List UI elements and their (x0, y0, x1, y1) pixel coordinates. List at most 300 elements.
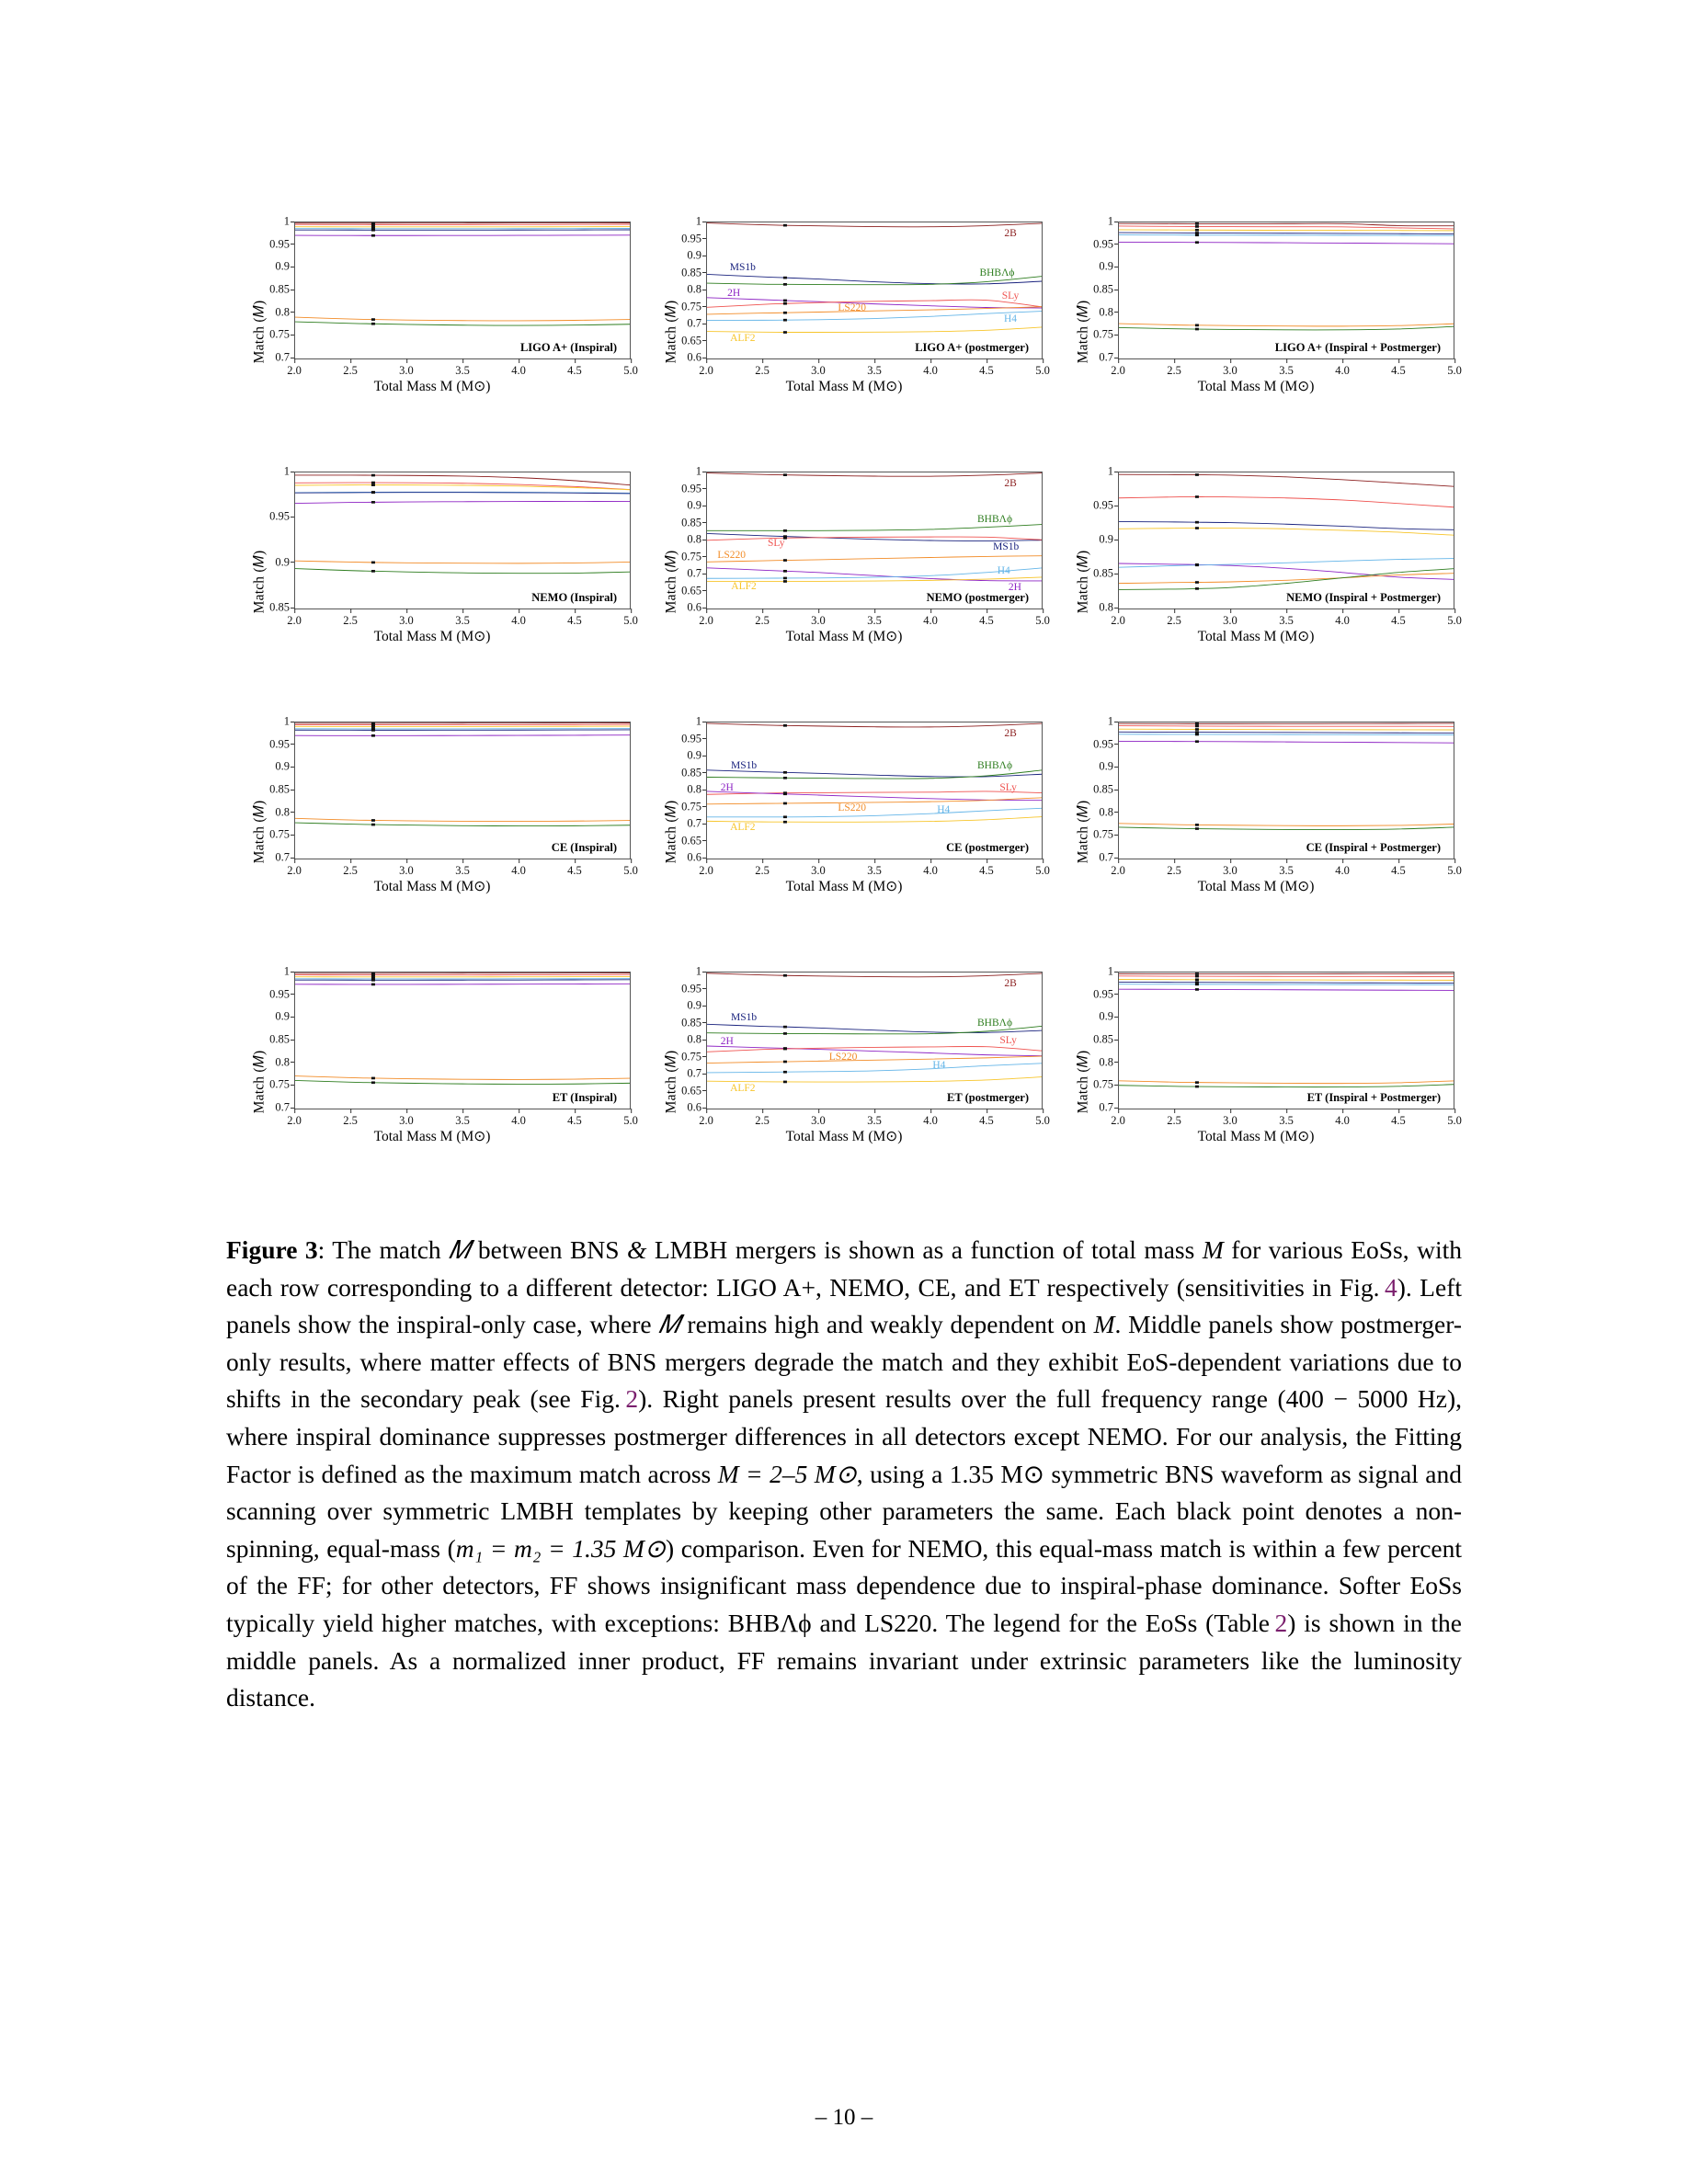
caption-ref-figure-2[interactable]: 2 (625, 1384, 639, 1414)
x-tick-label: 3.5 (455, 864, 470, 878)
curve-SLy (295, 483, 630, 490)
x-axis-label: Total Mass M (M⊙) (1197, 1129, 1315, 1144)
figure-row-1 (226, 207, 1462, 457)
x-tick-label: 3.5 (455, 364, 470, 378)
caption-symbol-match-2: 𝑀 (658, 1310, 680, 1339)
eos-tag-2H: 2H (720, 782, 734, 794)
y-tick-label: 0.95 (269, 237, 290, 251)
x-axis-ticks (287, 609, 638, 627)
x-tick-label: 2.5 (343, 614, 358, 628)
x-tick-label: 3.0 (1223, 864, 1237, 878)
eos-tag-SLy: SLy (999, 782, 1017, 794)
y-axis-label: Match (𝑀) (251, 550, 268, 614)
curves (707, 222, 1042, 358)
x-tick-label: 4.5 (1391, 864, 1406, 878)
x-tick-label: 3.0 (811, 864, 826, 878)
eos-tag-MS1b: MS1b (730, 1011, 758, 1023)
x-tick-label: 2.5 (1167, 864, 1181, 878)
y-tick-label: 0.6 (687, 851, 701, 865)
x-tick-label: 4.0 (923, 864, 938, 878)
x-tick-label: 3.5 (1279, 364, 1294, 378)
x-axis-ticks (699, 359, 1050, 377)
x-axis-label: Total Mass M (M⊙) (1197, 629, 1315, 644)
curve-2H (295, 735, 630, 736)
y-tick-label: 0.65 (681, 834, 701, 847)
plot-et-postmerger (638, 957, 1050, 1207)
x-axis-ticks (699, 609, 1050, 627)
caption-p9: , using a 1.35 M⊙ symmetric BNS waveform as signal and scanning over symmetric LMBH templates by keeping other parameters the same. Each black point denotes a non-spinning, equal-mass ( (226, 1459, 1462, 1563)
eos-tag-H4: H4 (932, 1059, 946, 1071)
eos-tag-LS220: LS220 (717, 549, 747, 561)
y-tick-label: 0.8 (687, 1033, 701, 1047)
equal-mass-marker (1195, 725, 1199, 728)
plot-ce-postmerger (638, 707, 1050, 957)
x-tick-label: 3.0 (1223, 1114, 1237, 1128)
x-tick-label: 5.0 (623, 1114, 638, 1128)
plot-et-combined (1050, 957, 1462, 1207)
y-tick-label: 0.95 (1093, 987, 1113, 1001)
equal-mass-marker (371, 234, 375, 237)
equal-mass-marker (1195, 1081, 1199, 1084)
x-tick-label: 5.0 (1035, 614, 1050, 628)
eos-tag-ALF2: ALF2 (731, 580, 757, 592)
eos-tag-2H: 2H (727, 287, 741, 299)
caption-p3: LMBH mergers is shown as a function of total mass (646, 1235, 1203, 1264)
x-tick-label: 5.0 (1035, 364, 1050, 378)
x-tick-label: 2.0 (287, 864, 302, 878)
eos-tag-BHBALphi: BHBΛϕ (979, 267, 1015, 279)
curve-BHBALphi (295, 823, 630, 826)
x-tick-label: 4.0 (1335, 614, 1350, 628)
equal-mass-marker (1195, 233, 1199, 236)
caption-symbol-mass-2: M (1093, 1310, 1115, 1339)
eos-tag-SLy: SLy (999, 1035, 1017, 1047)
curve-LS220 (295, 818, 630, 821)
panel-title: NEMO (postmerger) (926, 591, 1029, 604)
y-tick-label: 0.75 (269, 828, 290, 842)
y-tick-label: 1 (284, 215, 290, 229)
y-tick-label: 1 (1108, 465, 1113, 479)
y-axis-label: Match (𝑀) (251, 800, 268, 864)
equal-mass-marker (1195, 722, 1199, 725)
x-tick-label: 5.0 (623, 364, 638, 378)
equal-mass-marker (783, 580, 787, 583)
plot-area (706, 722, 1043, 859)
x-tick-label: 4.0 (1335, 364, 1350, 378)
panel-nemo-postmerger (638, 457, 1050, 707)
y-axis-label: Match (𝑀) (663, 1050, 679, 1114)
y-tick-label: 0.7 (687, 567, 701, 581)
y-tick-label: 0.8 (687, 283, 701, 297)
y-tick-label: 0.8 (1099, 601, 1113, 615)
x-tick-label: 3.5 (867, 364, 882, 378)
x-tick-label: 3.0 (399, 614, 414, 628)
x-tick-label: 3.0 (811, 364, 826, 378)
y-tick-label: 0.85 (1093, 1033, 1113, 1047)
y-axis-ticks (248, 464, 292, 614)
eos-tag-BHBALphi: BHBΛϕ (977, 514, 1013, 526)
y-tick-label: 0.85 (269, 1033, 290, 1047)
equal-mass-marker (1195, 521, 1199, 524)
x-tick-label: 4.0 (511, 864, 526, 878)
y-tick-label: 0.75 (269, 1078, 290, 1092)
y-tick-label: 0.75 (269, 328, 290, 342)
x-tick-label: 3.5 (1279, 614, 1294, 628)
x-tick-label: 3.5 (455, 1114, 470, 1128)
x-tick-label: 4.0 (1335, 1114, 1350, 1128)
y-tick-label: 0.95 (1093, 237, 1113, 251)
curve-2B (707, 473, 1042, 477)
y-tick-label: 0.7 (275, 1101, 290, 1115)
eos-tag-2H: 2H (720, 1036, 734, 1048)
curves (295, 722, 630, 859)
equal-mass-marker (1195, 232, 1199, 234)
x-tick-label: 4.5 (979, 614, 994, 628)
y-tick-label: 0.75 (681, 1050, 701, 1064)
equal-mass-marker (1195, 731, 1199, 734)
panel-title: ET (postmerger) (947, 1091, 1029, 1104)
x-axis-ticks (287, 1109, 638, 1127)
equal-mass-marker (371, 562, 375, 564)
x-tick-label: 5.0 (1447, 614, 1462, 628)
x-tick-label: 2.5 (755, 1114, 770, 1128)
y-tick-label: 1 (284, 715, 290, 729)
x-tick-label: 3.5 (1279, 1114, 1294, 1128)
x-axis-label: Total Mass M (M⊙) (785, 1129, 903, 1144)
curve-SLy (707, 537, 1042, 540)
eos-tag-2H: 2H (1008, 582, 1021, 594)
equal-mass-marker (783, 1071, 787, 1074)
eos-tag-SLy: SLy (767, 537, 785, 549)
curve-ALF2 (707, 817, 1042, 823)
y-tick-label: 0.7 (1099, 1101, 1113, 1115)
y-tick-label: 0.7 (687, 1067, 701, 1081)
curve-LS220 (1119, 1081, 1454, 1084)
plot-area (294, 722, 631, 859)
curve-ALF2 (707, 327, 1042, 333)
eos-tag-2B: 2B (1004, 477, 1017, 489)
equal-mass-marker (371, 729, 375, 732)
x-tick-label: 2.5 (1167, 364, 1181, 378)
x-tick-label: 4.0 (923, 614, 938, 628)
equal-mass-marker (783, 771, 787, 774)
eos-tag-H4: H4 (937, 804, 951, 816)
x-tick-label: 5.0 (1447, 1114, 1462, 1128)
equal-mass-marker (783, 974, 787, 977)
y-tick-label: 0.95 (269, 510, 290, 524)
x-tick-label: 3.0 (811, 614, 826, 628)
equal-mass-marker (1195, 740, 1199, 743)
x-tick-label: 3.5 (867, 864, 882, 878)
curve-2H (295, 501, 630, 503)
y-axis-ticks (660, 214, 704, 364)
equal-mass-marker (1195, 495, 1199, 498)
y-tick-label: 0.95 (1093, 737, 1113, 751)
equal-mass-marker (371, 725, 375, 728)
caption-ref-table-2[interactable]: 2 (1274, 1608, 1288, 1637)
x-axis-ticks (1111, 359, 1462, 377)
y-tick-label: 0.8 (687, 533, 701, 547)
y-axis-label: Match (𝑀) (1075, 1050, 1091, 1114)
x-tick-label: 5.0 (1447, 864, 1462, 878)
caption-equal-mass-expr: m₁ = m₂ = 1.35 M⊙ (455, 1533, 666, 1563)
x-tick-label: 3.0 (399, 364, 414, 378)
y-tick-label: 0.95 (681, 232, 701, 245)
y-axis-label: Match (𝑀) (1075, 800, 1091, 864)
x-tick-label: 2.0 (287, 614, 302, 628)
page-number: – 10 – (815, 2105, 873, 2130)
plot-area (1118, 222, 1454, 359)
y-tick-label: 0.85 (1093, 783, 1113, 797)
y-tick-label: 0.85 (681, 1016, 701, 1029)
curve-2B (707, 723, 1042, 727)
caption-p5: ). Left panels show the inspiral-only case, where (226, 1272, 1462, 1339)
plot-ligo-postmerger (638, 207, 1050, 457)
equal-mass-marker (371, 1077, 375, 1080)
plot-area (294, 972, 631, 1109)
x-axis-ticks (1111, 609, 1462, 627)
eos-tag-MS1b: MS1b (729, 261, 756, 273)
y-tick-label: 0.6 (687, 1101, 701, 1115)
equal-mass-marker (371, 483, 375, 486)
caption-p1: : The match (317, 1235, 450, 1264)
curve-H4 (707, 808, 1042, 816)
y-axis-ticks (248, 214, 292, 364)
curve-BHBALphi (1119, 827, 1454, 830)
curve-LS220 (295, 561, 630, 563)
y-tick-label: 0.8 (1099, 305, 1113, 319)
x-axis-label: Total Mass M (M⊙) (785, 879, 903, 894)
y-tick-label: 0.8 (275, 805, 290, 819)
y-tick-label: 0.9 (275, 760, 290, 774)
x-tick-label: 2.5 (343, 364, 358, 378)
y-tick-label: 1 (1108, 215, 1113, 229)
plot-nemo-inspiral (226, 457, 638, 707)
panel-title: ET (Inspiral + Postmerger) (1306, 1091, 1441, 1104)
x-axis-ticks (699, 859, 1050, 877)
y-tick-label: 1 (696, 215, 701, 229)
curves (1119, 722, 1454, 859)
caption-symbol-mass: M (1202, 1235, 1224, 1264)
equal-mass-marker (1195, 978, 1199, 981)
equal-mass-marker (1195, 587, 1199, 590)
panel-nemo-combined (1050, 457, 1462, 707)
equal-mass-marker (371, 491, 375, 494)
plot-area (706, 222, 1043, 359)
curve-LS220 (707, 798, 1042, 804)
plot-nemo-combined (1050, 457, 1462, 707)
x-tick-label: 4.0 (511, 1114, 526, 1128)
y-tick-label: 0.65 (681, 1084, 701, 1098)
y-tick-label: 0.9 (275, 555, 290, 569)
equal-mass-marker (783, 319, 787, 322)
plot-area (1118, 472, 1454, 609)
y-tick-label: 0.75 (681, 550, 701, 563)
eos-tag-ALF2: ALF2 (730, 1082, 756, 1094)
figure-3-panel-grid (226, 207, 1462, 1209)
y-tick-label: 0.9 (687, 999, 701, 1013)
x-tick-label: 3.0 (399, 864, 414, 878)
equal-mass-marker (1195, 984, 1199, 986)
equal-mass-marker (1195, 241, 1199, 244)
curve-LS220 (1119, 824, 1454, 826)
plot-ligo-combined (1050, 207, 1462, 457)
caption-p7: . Middle panels show postmerger-only results, where matter effects of BNS mergers degrade the match and they exhibit EoS-dependent variations due to shifts in the secondary peak (see Fig. (226, 1310, 1462, 1414)
y-tick-label: 0.9 (1099, 533, 1113, 547)
curve-SLy (1119, 726, 1454, 727)
x-tick-label: 2.5 (755, 614, 770, 628)
x-tick-label: 4.0 (923, 364, 938, 378)
curve-SLy (1119, 226, 1454, 229)
equal-mass-marker (1195, 473, 1199, 476)
x-tick-label: 3.5 (1279, 864, 1294, 878)
plot-area (1118, 722, 1454, 859)
y-tick-label: 1 (696, 465, 701, 479)
x-tick-label: 4.5 (567, 364, 582, 378)
x-axis-label: Total Mass M (M⊙) (373, 629, 491, 644)
y-axis-ticks (660, 964, 704, 1114)
panel-et-combined (1050, 957, 1462, 1207)
curve-LS220 (707, 556, 1042, 563)
x-tick-label: 4.5 (979, 864, 994, 878)
eos-tag-2B: 2B (1004, 977, 1017, 989)
figure-caption (226, 1232, 1462, 1717)
equal-mass-marker (371, 318, 375, 321)
panel-title: NEMO (Inspiral + Postmerger) (1286, 591, 1441, 604)
equal-mass-marker (1195, 975, 1199, 978)
y-tick-label: 0.7 (275, 851, 290, 865)
caption-label: Figure 3 (226, 1235, 318, 1264)
equal-mass-marker (783, 224, 787, 227)
panel-title: LIGO A+ (Inspiral + Postmerger) (1274, 341, 1441, 354)
equal-mass-marker (783, 1026, 787, 1029)
y-tick-label: 0.95 (269, 737, 290, 751)
x-tick-label: 3.5 (867, 1114, 882, 1128)
x-tick-label: 3.0 (1223, 364, 1237, 378)
equal-mass-marker (783, 792, 787, 795)
x-tick-label: 4.0 (923, 1114, 938, 1128)
curve-H4 (1119, 984, 1454, 985)
y-tick-label: 0.95 (681, 982, 701, 995)
equal-mass-marker (783, 815, 787, 818)
equal-mass-marker (783, 1048, 787, 1051)
x-axis-label: Total Mass M (M⊙) (1197, 879, 1315, 894)
curve-SLy (1119, 976, 1454, 977)
x-axis-label: Total Mass M (M⊙) (373, 879, 491, 894)
equal-mass-marker (783, 1081, 787, 1084)
caption-p10: ) comparison. Even for NEMO, this equal-mass match is within a few percent of the FF; for other detectors, FF shows insignificant mass dependence due to inspiral-phase dominance. Softer EoSs typically yield higher matches, with exceptions: BHBΛϕ and LS220. The legend for the EoSs (Table (226, 1533, 1463, 1637)
panel-et-inspiral (226, 957, 638, 1207)
curve-2B (707, 973, 1042, 977)
curves (295, 973, 630, 1109)
curve-BHBALphi (295, 569, 630, 574)
x-tick-label: 2.0 (287, 364, 302, 378)
y-tick-label: 0.85 (269, 601, 290, 615)
y-axis-ticks (248, 964, 292, 1114)
x-tick-label: 3.0 (1223, 614, 1237, 628)
curve-LS220 (707, 1056, 1042, 1064)
y-tick-label: 0.75 (1093, 328, 1113, 342)
y-tick-label: 0.85 (1093, 567, 1113, 581)
y-tick-label: 0.75 (681, 800, 701, 813)
equal-mass-marker (1195, 222, 1199, 225)
plot-area (706, 972, 1043, 1109)
x-tick-label: 5.0 (1035, 1114, 1050, 1128)
equal-mass-marker (371, 734, 375, 737)
curve-LS220 (295, 1076, 630, 1080)
curve-MS1b (1119, 982, 1454, 983)
eos-tag-MS1b: MS1b (993, 541, 1020, 553)
curve-2B (707, 223, 1042, 227)
y-tick-label: 0.95 (269, 987, 290, 1001)
x-axis-ticks (699, 1109, 1050, 1127)
curve-BHBALphi (707, 525, 1042, 531)
y-tick-label: 0.9 (275, 1010, 290, 1024)
y-tick-label: 0.85 (269, 283, 290, 297)
x-axis-label: Total Mass M (M⊙) (373, 379, 491, 394)
x-tick-label: 5.0 (623, 614, 638, 628)
equal-mass-marker (783, 529, 787, 532)
equal-mass-marker (1195, 973, 1199, 975)
x-tick-label: 4.0 (1335, 864, 1350, 878)
y-tick-label: 0.9 (1099, 260, 1113, 274)
equal-mass-marker (1195, 1086, 1199, 1088)
curve-BHBALphi (1119, 1085, 1454, 1087)
curve-H4 (1119, 559, 1454, 568)
equal-mass-marker (783, 577, 787, 580)
equal-mass-marker (783, 570, 787, 573)
equal-mass-marker (783, 277, 787, 279)
x-tick-label: 2.0 (699, 864, 713, 878)
caption-p2: between BNS (470, 1235, 627, 1264)
y-tick-label: 0.9 (275, 260, 290, 274)
y-tick-label: 0.85 (681, 266, 701, 279)
x-tick-label: 2.0 (699, 614, 713, 628)
curve-LS220 (1119, 574, 1454, 584)
x-axis-label: Total Mass M (M⊙) (785, 379, 903, 394)
equal-mass-marker (1195, 229, 1199, 232)
curves (707, 722, 1042, 859)
x-tick-label: 5.0 (623, 864, 638, 878)
y-tick-label: 0.65 (681, 334, 701, 347)
y-tick-label: 0.75 (1093, 828, 1113, 842)
y-tick-label: 0.65 (681, 584, 701, 597)
curve-ALF2 (1119, 979, 1454, 980)
plot-ce-combined (1050, 707, 1462, 957)
panel-ce-inspiral (226, 707, 638, 957)
figure-row-2 (226, 457, 1462, 707)
eos-tag-BHBALphi: BHBΛϕ (977, 760, 1013, 772)
panel-ce-postmerger (638, 707, 1050, 957)
y-tick-label: 0.9 (687, 249, 701, 263)
x-tick-label: 4.0 (511, 614, 526, 628)
equal-mass-marker (371, 570, 375, 573)
equal-mass-marker (1195, 225, 1199, 228)
eos-tag-2B: 2B (1004, 727, 1017, 739)
equal-mass-marker (371, 323, 375, 325)
caption-p8: ). Right panels present results over the full frequency range (400 − 5000 Hz), where inspiral dominance suppresses postmerger differences in all detectors except NEMO. For our analysis, the Fitting Factor is defined as the maximum match across (226, 1384, 1462, 1488)
curve-H4 (707, 312, 1042, 321)
caption-p11: ) is shown in the middle panels. As a normalized inner product, FF remains invariant under extrinsic parameters like the luminosity distance. (226, 1608, 1462, 1712)
panel-title: CE (Inspiral) (551, 841, 617, 854)
y-tick-label: 0.85 (269, 783, 290, 797)
equal-mass-marker (371, 474, 375, 477)
caption-ref-figure-4[interactable]: 4 (1385, 1272, 1397, 1302)
curve-2H (707, 298, 1042, 308)
x-tick-label: 2.0 (699, 364, 713, 378)
plot-area (294, 222, 631, 359)
x-axis-ticks (287, 859, 638, 877)
